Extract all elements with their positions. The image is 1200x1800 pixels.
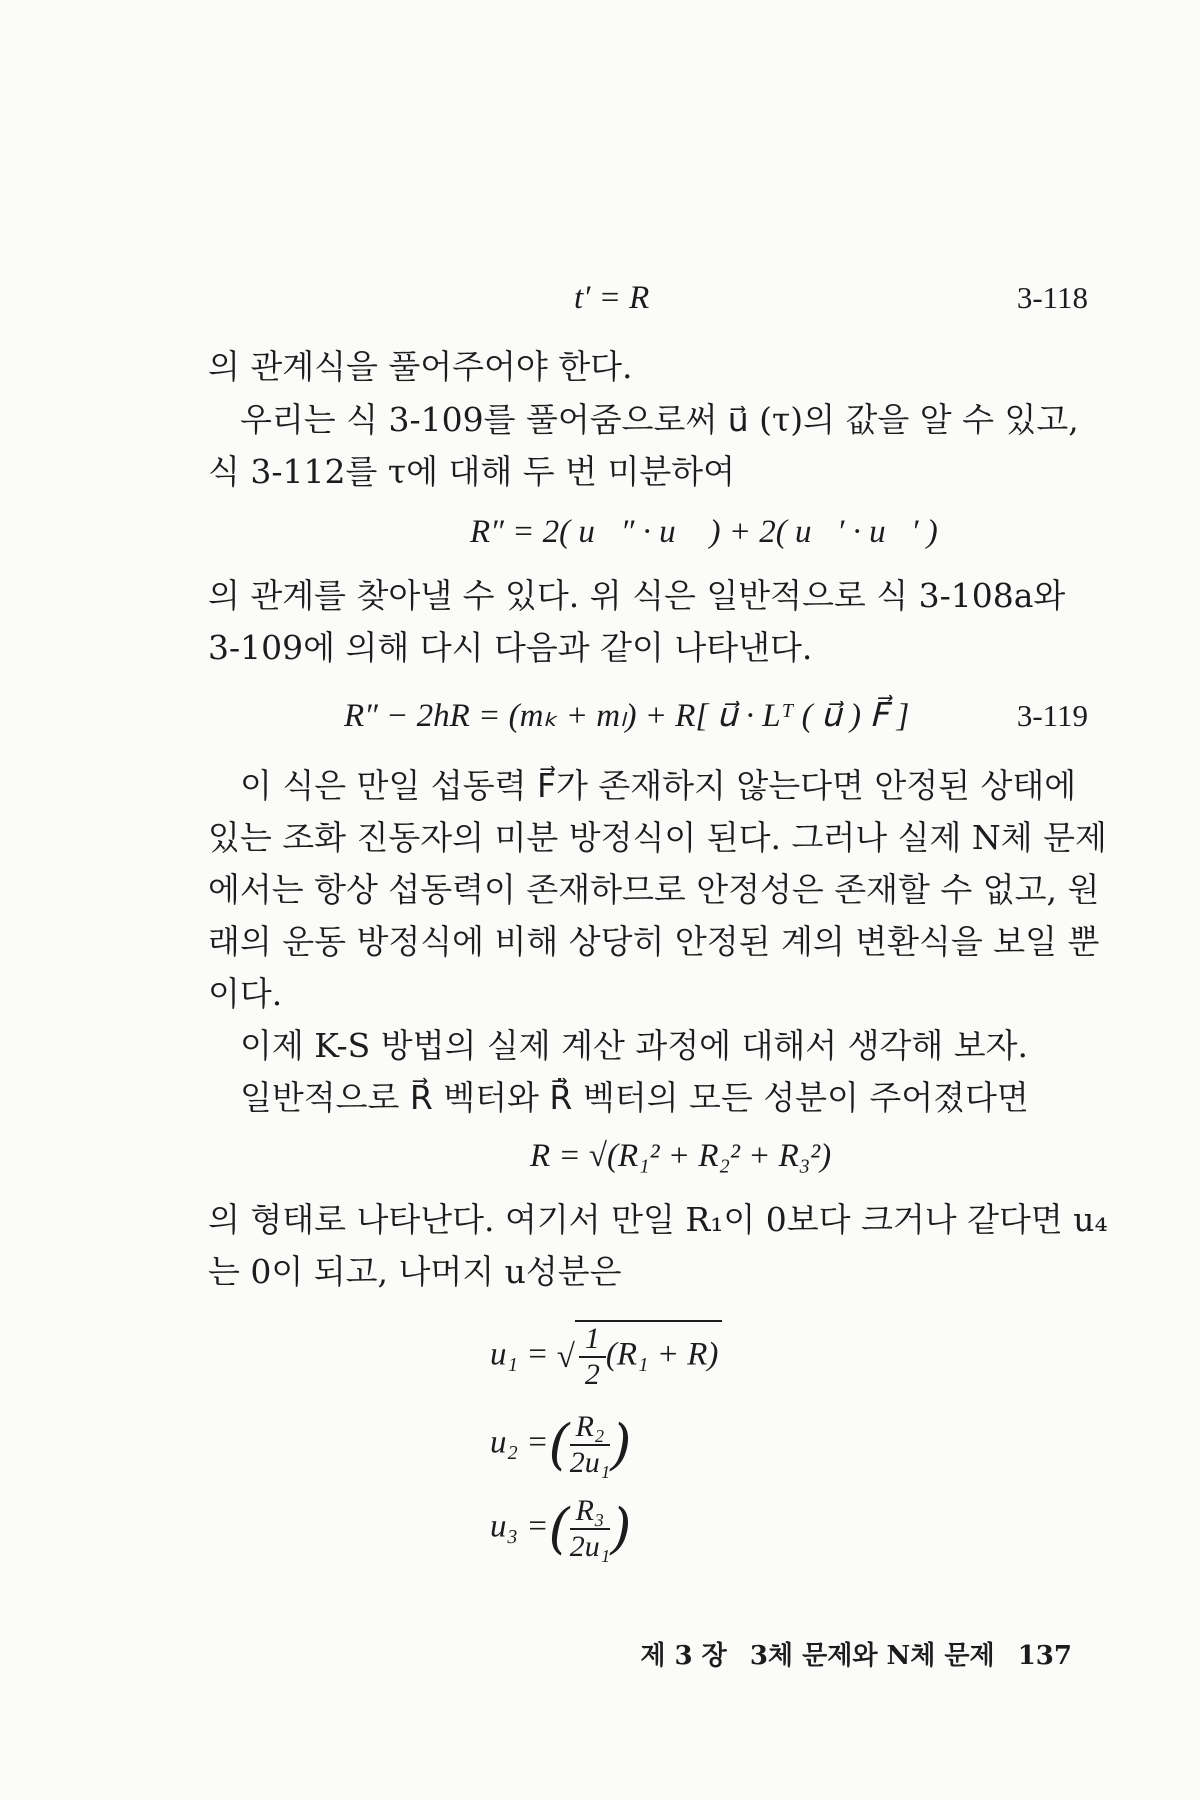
paren-right: )	[610, 1497, 632, 1560]
footer-chapter: 제 3 장	[640, 1641, 727, 1671]
fraction	[570, 1410, 611, 1480]
paragraph-line: 는 0이 되고, 나머지 u성분은	[208, 1252, 622, 1291]
paragraph-line: 우리는 식 3-109를 풀어줌으로써 u⃗ (τ)의 값을 알 수 있고,	[240, 400, 1079, 439]
paren-left: (	[548, 1413, 570, 1476]
paren-right: )	[610, 1413, 632, 1476]
equation-u1	[490, 1320, 722, 1392]
page-footer	[626, 1640, 1072, 1672]
equation-3-119: R″ − 2hR = (mₖ + mₗ) + R[ u⃗ · Lᵀ ( u⃗ ) F⃗ ]	[344, 698, 910, 734]
page-number: 137	[1017, 1641, 1072, 1671]
paragraph-line: 의 관계를 찾아낼 수 있다. 위 식은 일반적으로 식 3-108a와	[208, 576, 1066, 615]
paragraph-line: 3-109에 의해 다시 다음과 같이 나타낸다.	[208, 628, 813, 667]
footer-title: 3체 문제와 N체 문제	[749, 1641, 995, 1671]
equation-number-3-119: 3-119	[1016, 698, 1088, 733]
u1-rhs: (R₁ + R)	[605, 1336, 719, 1373]
equation-u3	[490, 1494, 631, 1564]
paragraph-line: 래의 운동 방정식에 비해 상당히 안정된 계의 변환식을 보일 뿐	[208, 922, 1100, 961]
fraction	[579, 1322, 606, 1392]
paren-left: (	[548, 1497, 570, 1560]
equation-3-118: t′ = R	[574, 280, 650, 316]
fraction-numerator: 1	[579, 1322, 606, 1358]
fraction	[570, 1494, 611, 1564]
paragraph-line: 이제 K-S 방법의 실제 계산 과정에 대해서 생각해 보자.	[240, 1026, 1028, 1065]
paragraph-line: 이 식은 만일 섭동력 F⃗가 존재하지 않는다면 안정된 상태에	[240, 766, 1077, 805]
paragraph-line: 있는 조화 진동자의 미분 방정식이 된다. 그러나 실제 N체 문제	[208, 818, 1107, 857]
equation-number-3-118: 3-118	[1016, 280, 1088, 315]
paragraph-line: 에서는 항상 섭동력이 존재하므로 안정성은 존재할 수 없고, 원	[208, 870, 1100, 909]
equation-u2	[490, 1410, 631, 1480]
u1-radicand	[575, 1320, 723, 1392]
fraction-denominator: 2u₁	[569, 1446, 611, 1479]
paragraph-line: 이다.	[208, 974, 283, 1013]
paragraph-line: 일반적으로 R⃗ 벡터와 R⃗̇ 벡터의 모든 성분이 주어졌다면	[240, 1078, 1029, 1117]
equation-R-magnitude: R = √(R₁² + R₂² + R₃²)	[530, 1138, 832, 1174]
fraction-numerator: R₃	[570, 1494, 611, 1530]
paragraph-line: 식 3-112를 τ에 대해 두 번 미분하여	[208, 452, 735, 491]
equation-R-double-prime: R″ = 2( u⃗″ · u⃗ ) + 2( u⃗′ · u⃗′ )	[470, 514, 938, 550]
fraction-denominator: 2	[584, 1358, 600, 1391]
fraction-numerator: R₂	[570, 1410, 611, 1446]
fraction-denominator: 2u₁	[569, 1530, 611, 1563]
sqrt-symbol: √	[556, 1339, 575, 1375]
u3-lhs: u₃ =	[490, 1508, 549, 1545]
paragraph-line: 의 형태로 나타난다. 여기서 만일 R₁이 0보다 크거나 같다면 u₄	[208, 1200, 1108, 1239]
u2-lhs: u₂ =	[490, 1424, 549, 1461]
u1-lhs: u₁ =	[490, 1336, 549, 1373]
paragraph-line: 의 관계식을 풀어주어야 한다.	[208, 347, 633, 386]
